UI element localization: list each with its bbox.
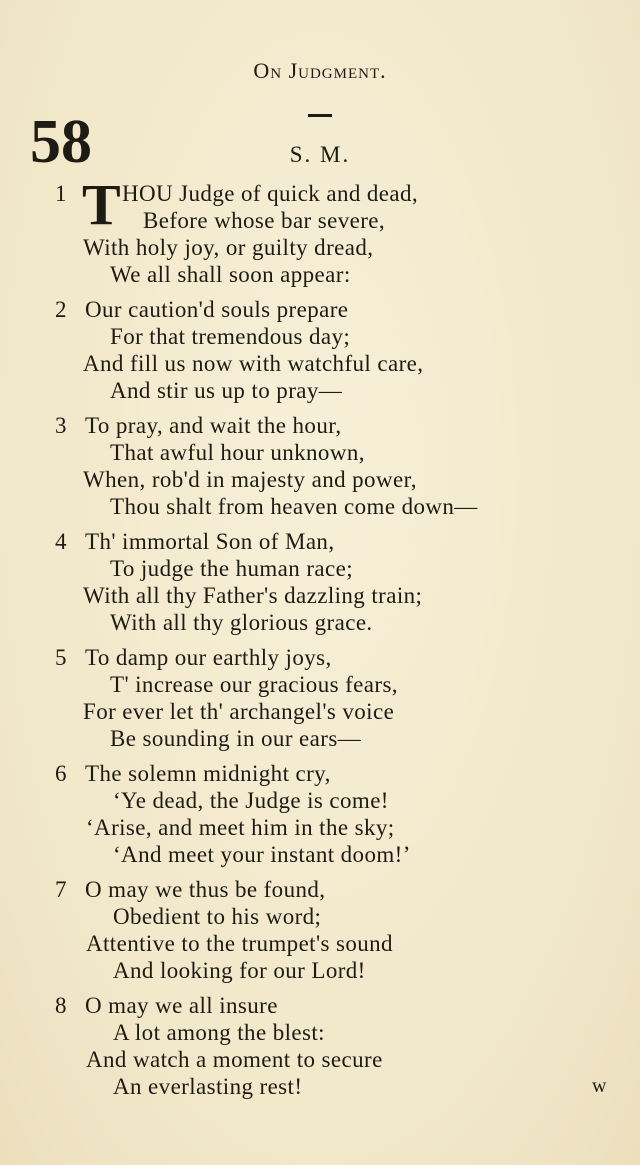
verse-line: When, rob'd in majesty and power, (83, 467, 417, 492)
stanza-number: 1 (55, 181, 67, 206)
verse-line: A lot among the blest: (113, 1020, 325, 1045)
verse-line: With holy joy, or guilty dread, (83, 235, 374, 260)
hymn-meter: S. M. (289, 142, 351, 167)
verse-line: Before whose bar severe, (143, 208, 386, 233)
verse-line: ‘Ye dead, the Judge is come! (113, 788, 389, 813)
title-rule (308, 114, 332, 117)
verse-line: That awful hour unknown, (110, 440, 365, 465)
signature-mark: w (592, 1075, 607, 1097)
verse-line: And stir us up to pray— (110, 378, 343, 403)
stanza-number: 3 (55, 413, 67, 438)
verse-line: Attentive to the trumpet's sound (86, 931, 393, 956)
verse-line: ‘And meet your instant doom!’ (113, 842, 411, 867)
verse-line: For ever let th' archangel's voice (83, 699, 395, 724)
verse-line: To judge the human race; (110, 556, 354, 581)
verse-line: To damp our earthly joys, (85, 645, 332, 670)
stanza-number: 2 (55, 297, 67, 322)
verse-line: ‘Arise, and meet him in the sky; (86, 815, 395, 840)
verse-line: Be sounding in our ears— (110, 726, 362, 751)
stanza-number: 6 (55, 761, 67, 786)
verse-line: And fill us now with watchful care, (83, 351, 424, 376)
verse-line: Th' immortal Son of Man, (85, 529, 335, 554)
verse-line: We all shall soon appear: (110, 262, 351, 287)
verse-line: With all thy Father's dazzling train; (83, 583, 423, 608)
verse-line: T' increase our gracious fears, (110, 672, 398, 697)
stanza-number: 8 (55, 993, 67, 1018)
drop-cap: T (82, 172, 121, 237)
verse-line: For that tremendous day; (110, 324, 351, 349)
verse-line: O may we all insure (85, 993, 278, 1018)
verse-line: Thou shalt from heaven come down— (110, 494, 478, 519)
verse-line: O may we thus be found, (85, 877, 326, 902)
verse-line: An everlasting rest! (113, 1074, 303, 1099)
verse-line: To pray, and wait the hour, (85, 413, 342, 438)
verse-line: Our caution'd souls prepare (85, 297, 349, 322)
hymn-number: 58 (30, 108, 92, 176)
verse-line: And looking for our Lord! (113, 958, 366, 983)
stanza-number: 4 (55, 529, 67, 554)
verse-line: With all thy glorious grace. (110, 610, 373, 635)
verse-line: Obedient to his word; (113, 904, 322, 929)
verse-line: HOU Judge of quick and dead, (122, 181, 419, 206)
stanza-number: 7 (55, 877, 67, 902)
stanza-number: 5 (55, 645, 67, 670)
verse-line: The solemn midnight cry, (85, 761, 331, 786)
page-title: On Judgment. (253, 58, 387, 83)
verse-line: And watch a moment to secure (86, 1047, 383, 1072)
